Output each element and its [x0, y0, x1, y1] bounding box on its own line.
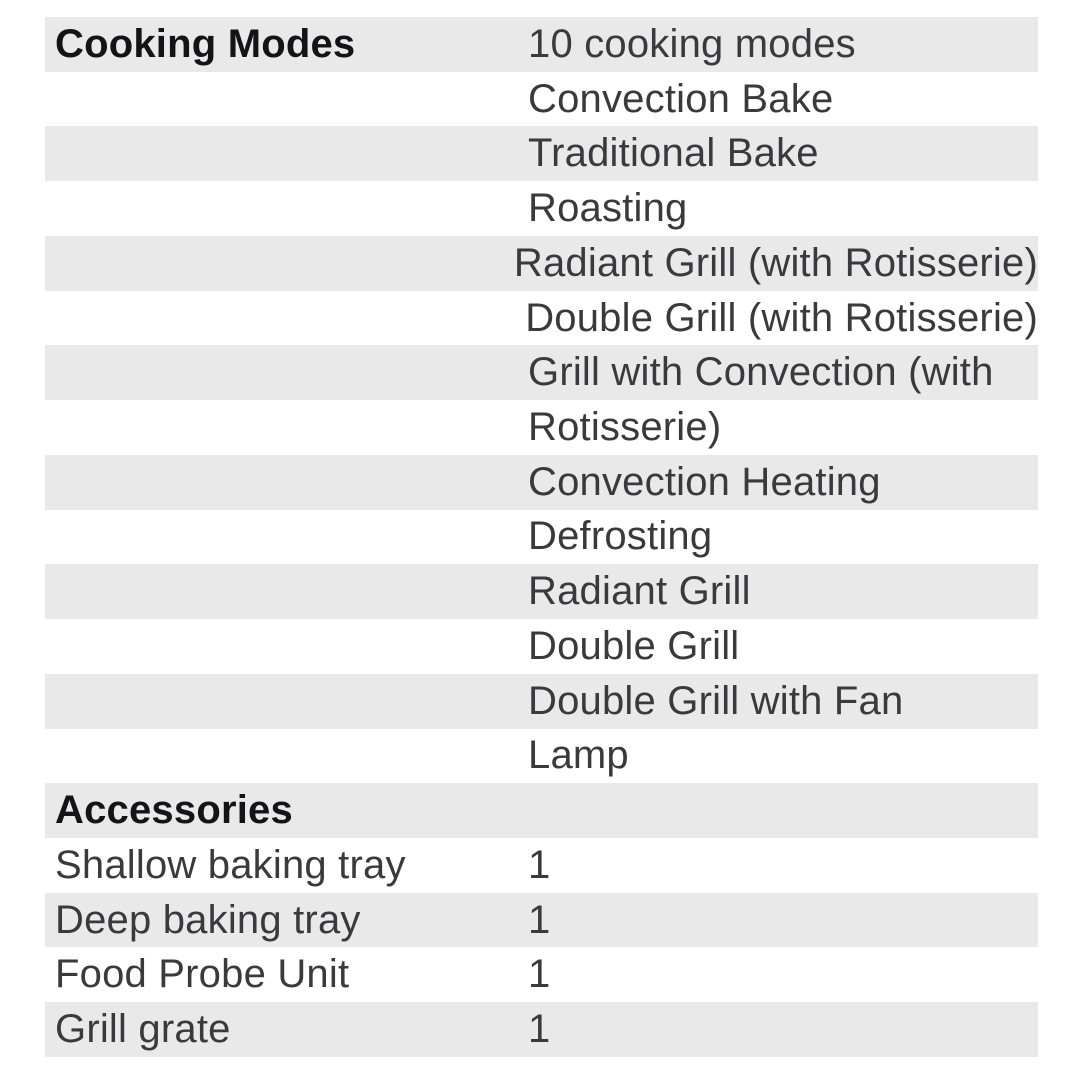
spec-row-value: Traditional Bake [528, 131, 819, 176]
spec-row-label: Deep baking tray [55, 897, 361, 942]
spec-row [45, 729, 1038, 784]
spec-row [45, 783, 1038, 838]
spec-row-value: Double Grill with Fan [528, 678, 904, 723]
spec-row-value: Rotisserie) [528, 405, 722, 449]
spec-row-value: 10 cooking modes [528, 21, 856, 66]
spec-row [45, 838, 1038, 893]
spec-row [45, 674, 1038, 729]
spec-row [45, 455, 1038, 510]
spec-row [45, 619, 1038, 674]
spec-row-value: Defrosting [528, 514, 713, 559]
spec-row [45, 400, 1038, 455]
spec-row [45, 291, 1038, 346]
spec-row-value: Radiant Grill (with Rotisserie) [513, 240, 1038, 285]
spec-row-value: Lamp [528, 733, 629, 778]
spec-row [45, 181, 1038, 236]
spec-row-value: Grill with Convection (with [528, 350, 994, 395]
spec-row-value: 1 [528, 842, 551, 887]
spec-row-value: Roasting [528, 186, 688, 231]
spec-row-value: Double Grill [528, 623, 740, 668]
spec-row [45, 236, 1038, 291]
spec-row-value: 1 [528, 952, 551, 997]
spec-row [45, 17, 1038, 72]
spec-row-value: Convection Bake [528, 76, 834, 121]
spec-row [45, 1002, 1038, 1057]
spec-row [45, 893, 1038, 948]
spec-row [45, 126, 1038, 181]
spec-row-value: 1 [528, 897, 551, 942]
spec-row-label: Food Probe Unit [55, 952, 350, 997]
spec-row [45, 564, 1038, 619]
spec-row-value: Convection Heating [528, 459, 881, 504]
spec-table [45, 17, 1038, 1057]
spec-row-value: 1 [528, 1007, 551, 1052]
spec-row-label: Cooking Modes [55, 21, 356, 66]
spec-row-label: Accessories [55, 788, 293, 833]
spec-row-value: Double Grill (with Rotisserie) [525, 295, 1038, 340]
spec-row-label: Shallow baking tray [55, 842, 406, 887]
spec-row-label: Grill grate [55, 1007, 231, 1052]
spec-row [45, 345, 1038, 400]
spec-row-value: Radiant Grill [528, 569, 751, 614]
spec-row [45, 510, 1038, 565]
spec-row [45, 947, 1038, 1002]
spec-row [45, 72, 1038, 127]
